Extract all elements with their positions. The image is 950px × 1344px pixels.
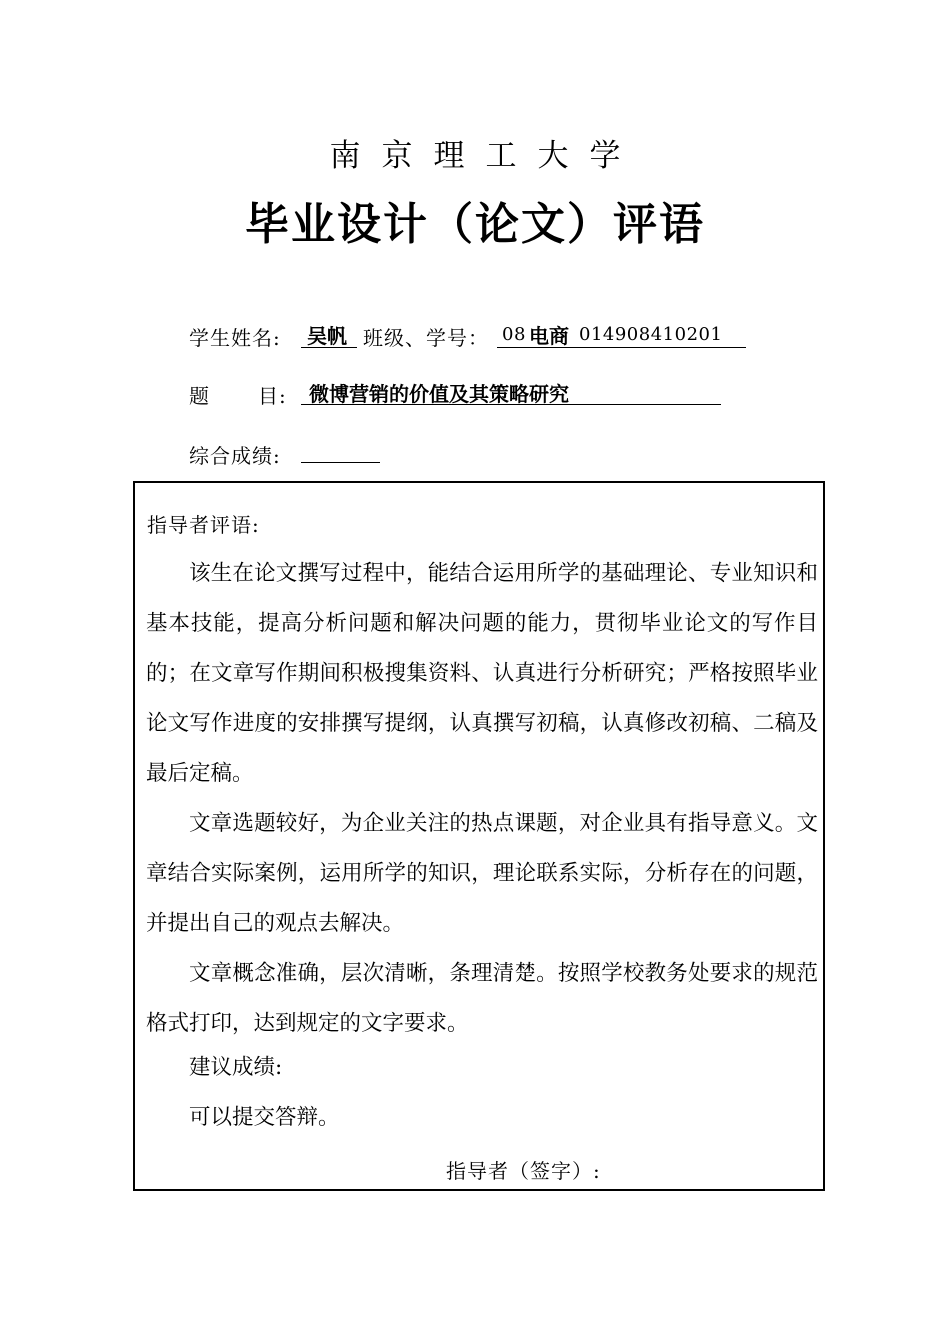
topic-underline (301, 404, 721, 405)
suggested-grade-value: 可以提交答辩。 (189, 1105, 340, 1130)
student-id-value: 014908410201 (579, 324, 723, 345)
topic-label-second: 目: (258, 384, 287, 408)
university-name: 南京理工大学 (329, 138, 642, 174)
overall-grade-label: 综合成绩: (189, 444, 281, 468)
student-name-underline (301, 347, 357, 348)
comment-paragraph: 文章概念准确，层次清晰，条理清楚。按照学校教务处要求的规范格式打印，达到规定的文字要求。 (146, 961, 818, 1036)
advisor-comment-box (133, 481, 825, 1191)
advisor-comment-label: 指导者评语: (147, 513, 260, 537)
document-title: 毕业设计（论文）评语 (245, 199, 705, 250)
student-name-value: 吴帆 (307, 324, 347, 348)
topic-label-first: 题 (189, 384, 210, 408)
class-id-label: 班级、学号： (363, 326, 489, 350)
suggested-grade-label: 建议成绩: (189, 1055, 283, 1080)
class-prefix-value: 08 (502, 324, 526, 345)
class-id-underline (497, 347, 746, 348)
advisor-signature-label: 指导者（签字）: (446, 1159, 601, 1183)
comment-paragraph: 文章选题较好，为企业关注的热点课题，对企业具有指导意义。文章结合实际案例，运用所学的知识，理论联系实际，分析存在的问题，并提出自己的观点去解决。 (146, 811, 818, 936)
class-major-value: 电商 (529, 324, 569, 348)
student-name-label: 学生姓名: (189, 326, 281, 350)
topic-value: 微博营销的价值及其策略研究 (309, 382, 569, 406)
comment-paragraph: 该生在论文撰写过程中，能结合运用所学的基础理论、专业知识和基本技能，提高分析问题和解决问题的能力，贯彻毕业论文的写作目的；在文章写作期间积极搜集资料、认真进行分析研究；严格按照毕业论文写作进度的安排撰写提纲，认真撰写初稿，认真修改初稿、二稿及最后定稿。 (146, 561, 818, 786)
overall-grade-underline (301, 462, 380, 463)
